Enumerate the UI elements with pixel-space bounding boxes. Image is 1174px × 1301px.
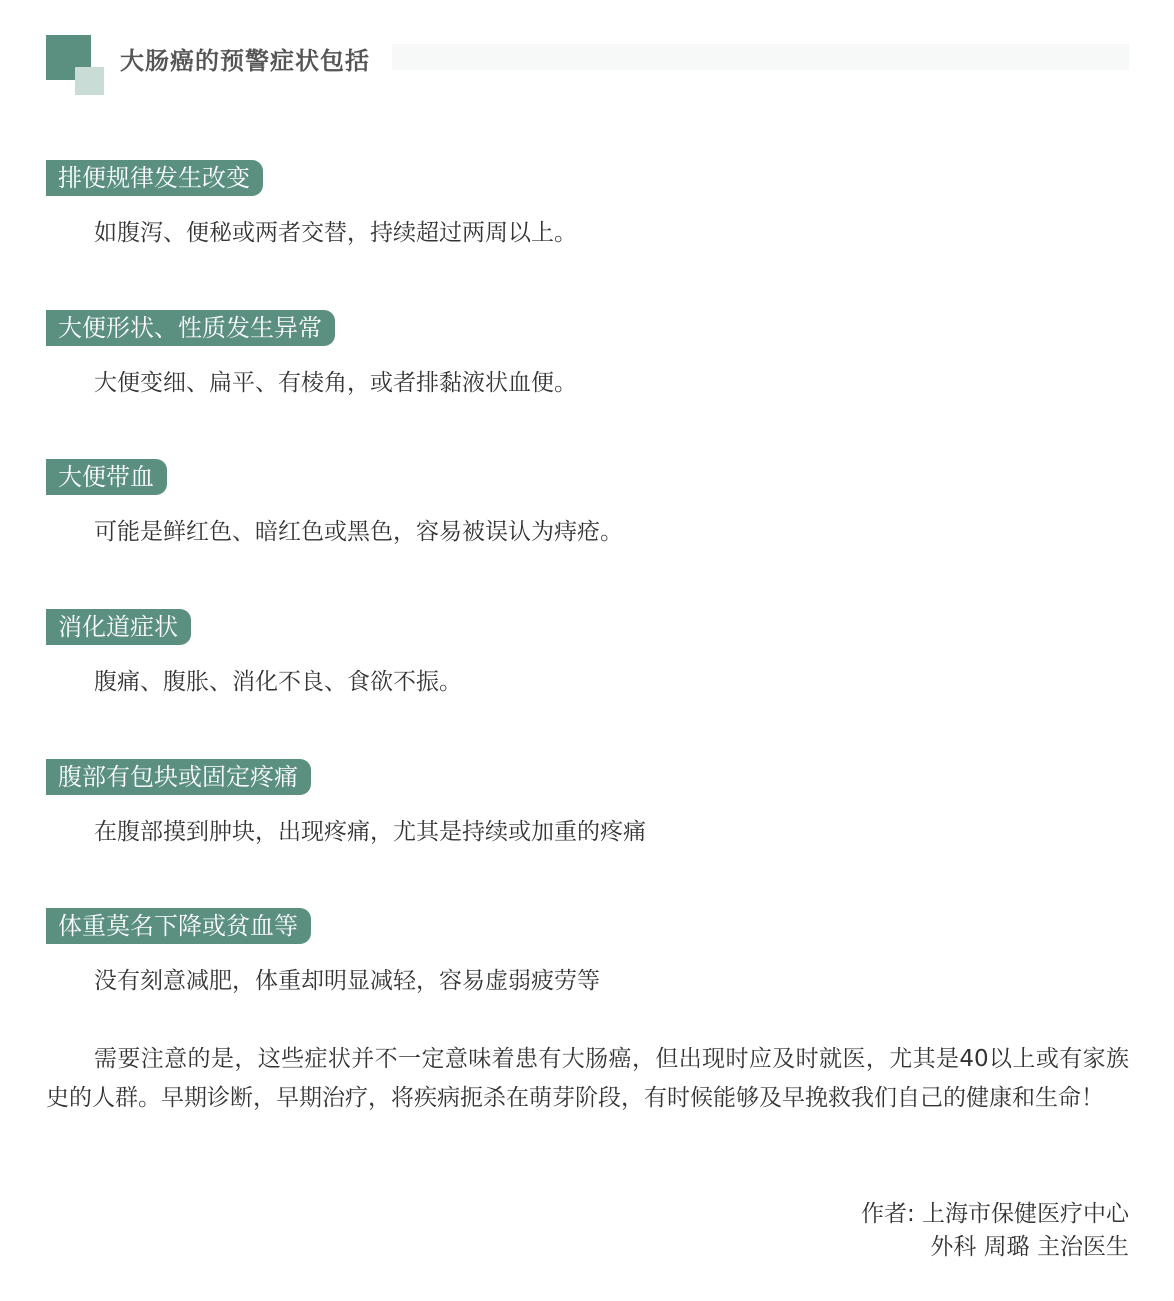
header-divider-bar xyxy=(392,44,1129,70)
symptom-description-4: 腹痛、腹胀、消化不良、食欲不振。 xyxy=(94,669,462,695)
symptom-section-2 xyxy=(46,310,1129,400)
symptom-label-3: 大便带血 xyxy=(46,459,167,495)
page-title: 大肠癌的预警症状包括 xyxy=(120,47,370,75)
symptom-section-5 xyxy=(46,759,1129,849)
symptom-label-4: 消化道症状 xyxy=(46,609,191,645)
author-block xyxy=(861,1198,1129,1264)
symptom-description-1: 如腹泻、便秘或两者交替，持续超过两周以上。 xyxy=(94,220,577,246)
symptom-description-6: 没有刻意减肥，体重却明显减轻，容易虚弱疲劳等 xyxy=(94,968,600,994)
symptom-description-3: 可能是鲜红色、暗红色或黑色，容易被误认为痔疮。 xyxy=(94,519,623,545)
symptom-section-1 xyxy=(46,160,1129,250)
author-line-name: 外科 周璐 主治医生 xyxy=(930,1234,1129,1260)
symptom-description-2: 大便变细、扁平、有棱角，或者排黏液状血便。 xyxy=(94,370,577,396)
symptom-label-6: 体重莫名下降或贫血等 xyxy=(46,908,311,944)
symptom-section-3 xyxy=(46,459,1129,549)
symptom-label-1: 排便规律发生改变 xyxy=(46,160,263,196)
symptom-label-5: 腹部有包块或固定疼痛 xyxy=(46,759,311,795)
author-line-organization: 作者: 上海市保健医疗中心 xyxy=(860,1201,1129,1227)
symptom-section-6 xyxy=(46,908,1129,998)
section-header xyxy=(46,35,1129,95)
symptom-description-5: 在腹部摸到肿块，出现疼痛，尤其是持续或加重的疼痛 xyxy=(94,819,646,845)
symptom-section-4 xyxy=(46,609,1129,699)
header-decoration-square-light xyxy=(75,67,104,95)
symptom-label-2: 大便形状、性质发生异常 xyxy=(46,310,335,346)
note-paragraph: 需要注意的是，这些症状并不一定意味着患有大肠癌，但出现时应及时就医，尤其是40以上或有家族史的人群。早期诊断，早期治疗，将疾病扼杀在萌芽阶段，有时候能够及早挽救我们自己的健康和生命！ xyxy=(46,1046,1129,1111)
